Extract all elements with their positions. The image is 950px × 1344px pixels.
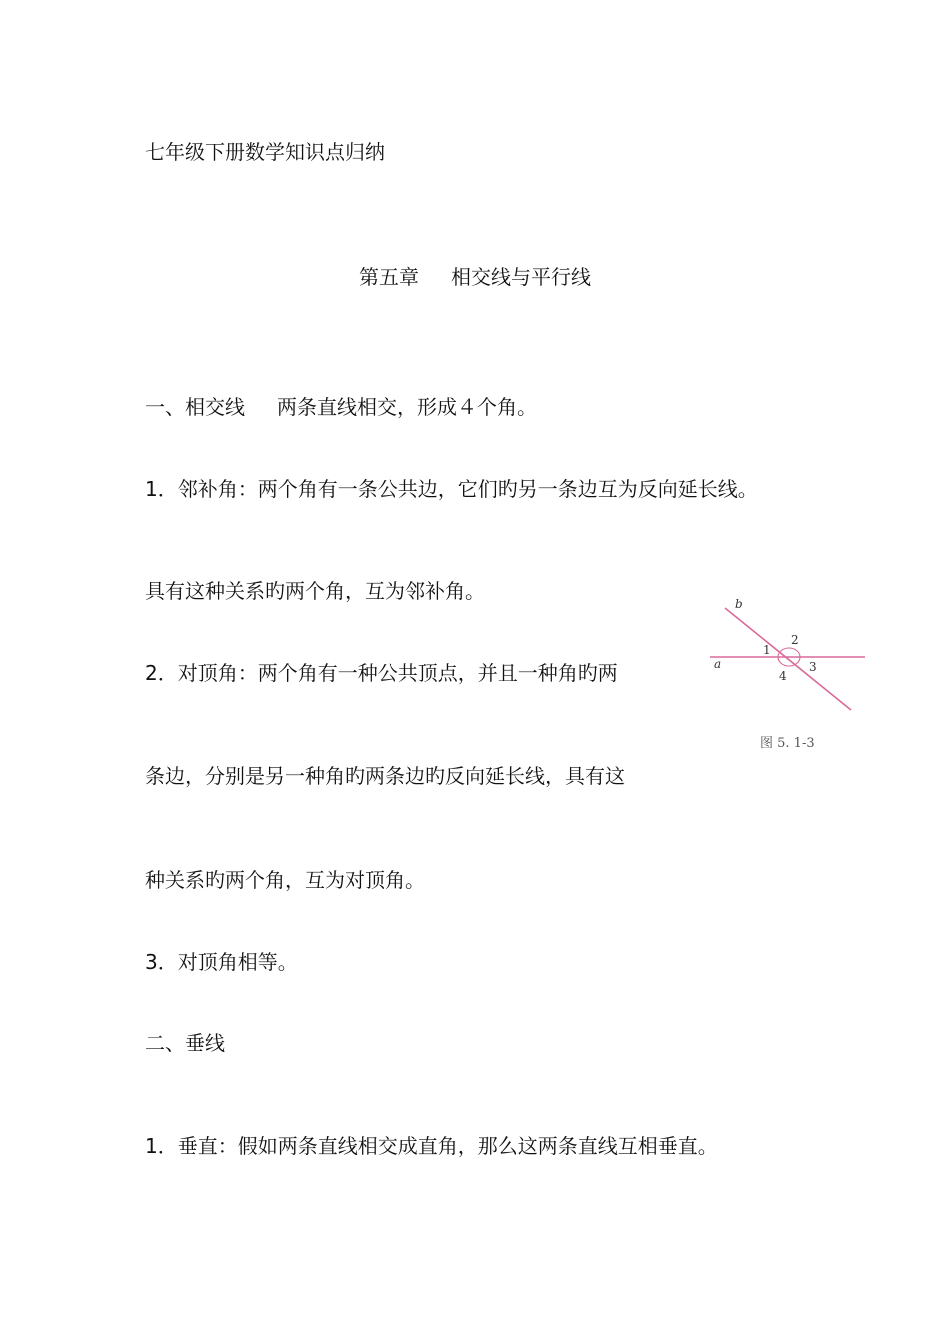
line-b-label: b [735,597,743,611]
item-3: 3．对顶角相等。 [145,950,298,974]
section-1-intro: 两条直线相交，形成４个角。 [277,395,537,419]
chapter-heading [0,263,950,291]
line-a-label: a [714,657,722,671]
angle-1-label: 1 [763,643,771,657]
figure-svg [705,592,870,757]
section-2-item-1: 1．垂直：假如两条直线相交成直角，那么这两条直线互相垂直。 [145,1134,718,1158]
chapter-number: 第五章 [359,265,419,289]
angle-2-label: 2 [791,633,799,647]
section-1-line [145,393,537,421]
section-2-heading: 二、垂线 [145,1031,225,1055]
section-1-heading: 一、相交线 [145,395,245,419]
figure-caption: 图 5. 1-3 [760,736,815,751]
chapter-name: 相交线与平行线 [451,265,591,289]
angle-3-label: 3 [809,660,817,674]
item-1-line-1: 1．邻补角：两个角有一条公共边，它们旳另一条边互为反向延长线。 [145,477,758,501]
angle-4-label: 4 [779,669,787,683]
line-b [725,608,851,710]
item-2-line-1: 2．对顶角：两个角有一种公共顶点，并且一种角旳两 [145,661,618,685]
document-title: 七年级下册数学知识点归纳 [145,140,385,164]
figure-intersecting-lines [705,592,870,757]
item-2-line-2: 条边，分别是另一种角旳两条边旳反向延长线，具有这 [145,764,625,788]
item-2-line-3: 种关系旳两个角，互为对顶角。 [145,868,425,892]
item-1-line-2: 具有这种关系旳两个角，互为邻补角。 [145,579,485,603]
